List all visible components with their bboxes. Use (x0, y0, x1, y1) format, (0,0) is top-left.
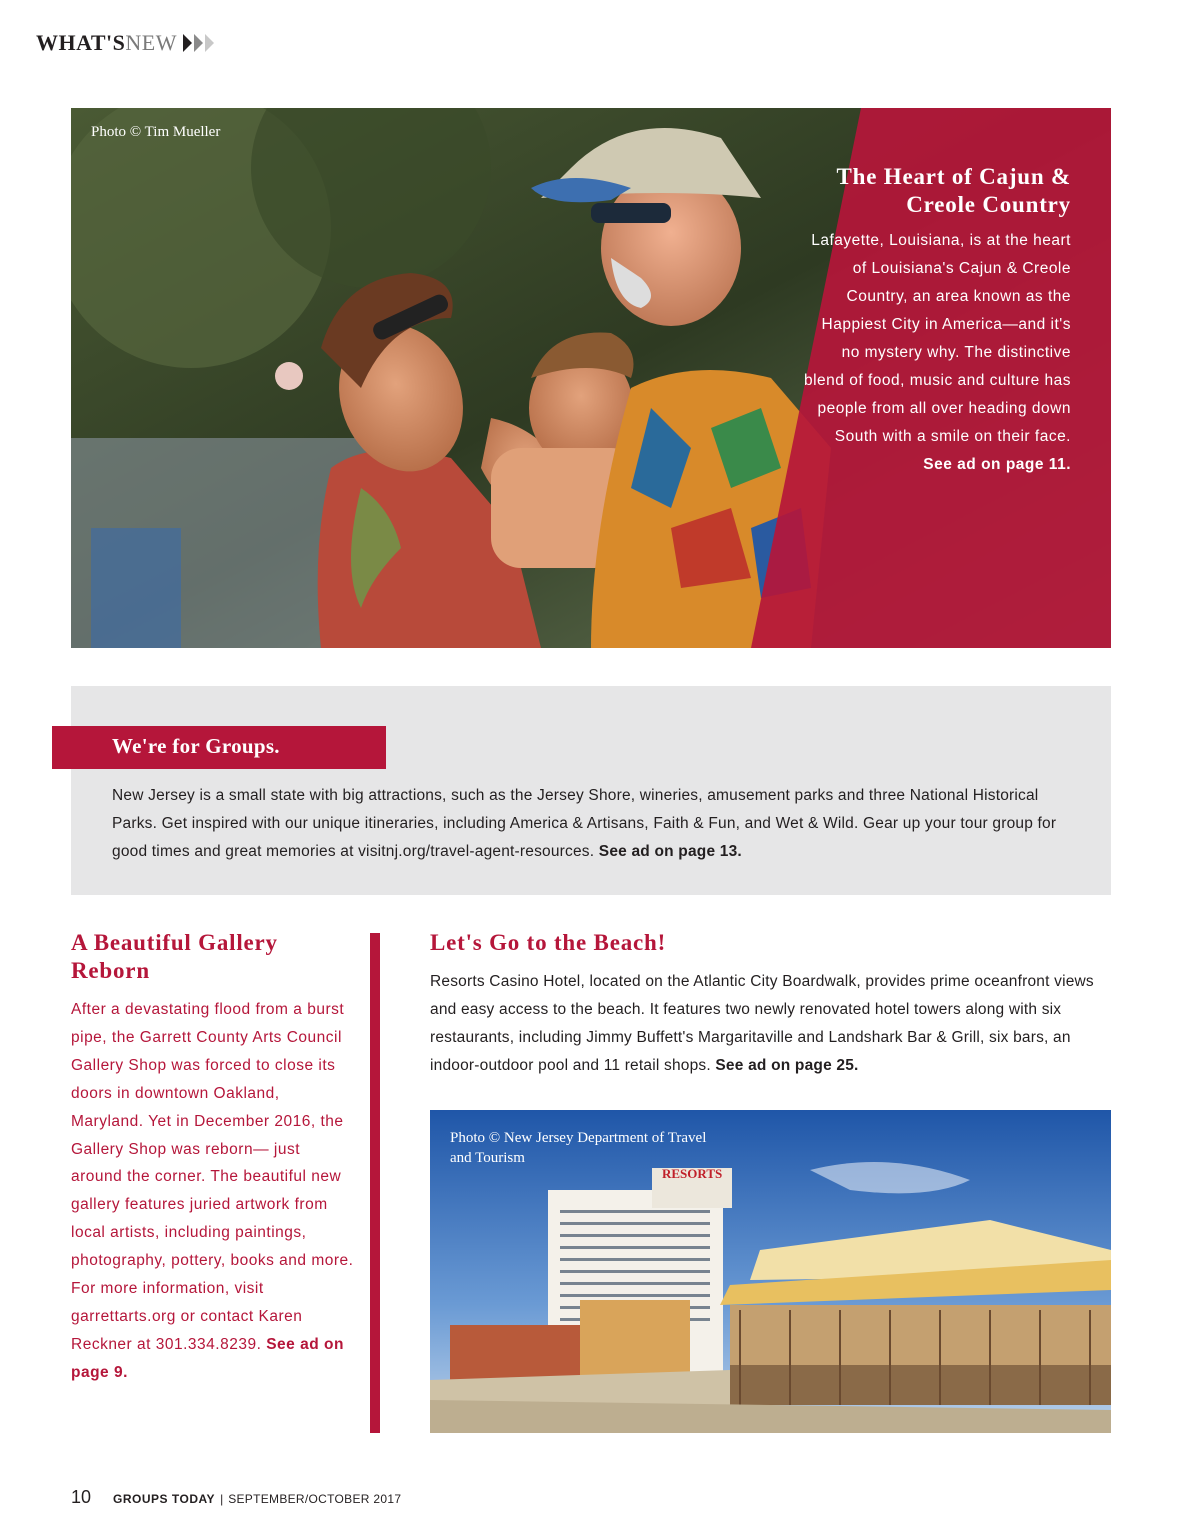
issue-date: SEPTEMBER/OCTOBER 2017 (228, 1492, 402, 1506)
hero-body-text: Lafayette, Louisiana, is at the heart of Louisiana's Cajun & Creole Country, an area known as the Happiest City in America—and it's no mystery why. The distinctive blend of food, music and culture has people from all over heading down South with a smile on their face. (803, 232, 1071, 445)
section-label-bold: WHAT'S (36, 30, 126, 55)
section-label-light: NEW (125, 30, 177, 55)
gallery-see-ad: See ad on page 9. (71, 1335, 344, 1381)
page-number: 10 (71, 1487, 92, 1507)
nj-title: We're for Groups. (112, 734, 280, 758)
nj-see-ad: See ad on page 13. (598, 843, 742, 860)
magazine-name: GROUPS TODAY (113, 1492, 216, 1506)
section-header (36, 30, 216, 56)
nj-body-text: New Jersey is a small state with big attractions, such as the Jersey Shore, wineries, amusement parks and three National Historical Parks. Get inspired with our unique itineraries, including America & Artisans, Faith & Fun, and Wet & Wild. Gear up your tour group for good times and great memories at visitnj.org/travel-agent-resources. (112, 787, 1057, 860)
column-divider (370, 933, 380, 1433)
nj-body (112, 782, 1062, 866)
beach-photo (430, 1110, 1111, 1433)
hero-body (801, 227, 1071, 479)
page-footer (71, 1487, 401, 1508)
gallery-title: A Beautiful Gallery Reborn (71, 930, 278, 983)
gallery-body-text: After a devastating flood from a burst pipe, the Garrett County Arts Council Gallery Shop was forced to close its doors in downtown Oakland, Maryland. Yet in December 2016, the Gallery Shop was reborn— just around the corner. The beautiful new gallery features juried artwork from local artists, including paintings, photography, pottery, books and more. For more information, visit garrettarts.org or contact Karen Reckner at 301.334.8239. (71, 1001, 354, 1353)
hero-caption (801, 163, 1071, 479)
beach-photo-credit: Photo © New Jersey Department of Travel and Tourism (450, 1130, 707, 1166)
hero-feature (71, 108, 1111, 648)
beach-title: Let's Go to the Beach! (430, 930, 667, 955)
beach-see-ad: See ad on page 25. (715, 1057, 859, 1074)
resorts-sign: RESORTS (662, 1166, 723, 1181)
hero-photo-credit: Photo © Tim Mueller (91, 124, 221, 140)
triple-arrow-icon (183, 34, 216, 52)
beach-body-text: Resorts Casino Hotel, located on the Atlantic City Boardwalk, provides prime oceanfront views and easy access to the beach. It features two newly renovated hotel towers along with six restaurants, including Jimmy Buffett's Margaritaville and Landshark Bar & Grill, six bars, an indoor-outdoor pool and 11 retail shops. (430, 973, 1094, 1074)
footer-separator: | (220, 1492, 224, 1506)
gallery-body (71, 996, 356, 1387)
hero-title: The Heart of Cajun & Creole Country (836, 164, 1071, 217)
hero-see-ad: See ad on page 11. (923, 456, 1071, 473)
beach-body (430, 968, 1120, 1080)
nj-title-tab (52, 726, 386, 769)
